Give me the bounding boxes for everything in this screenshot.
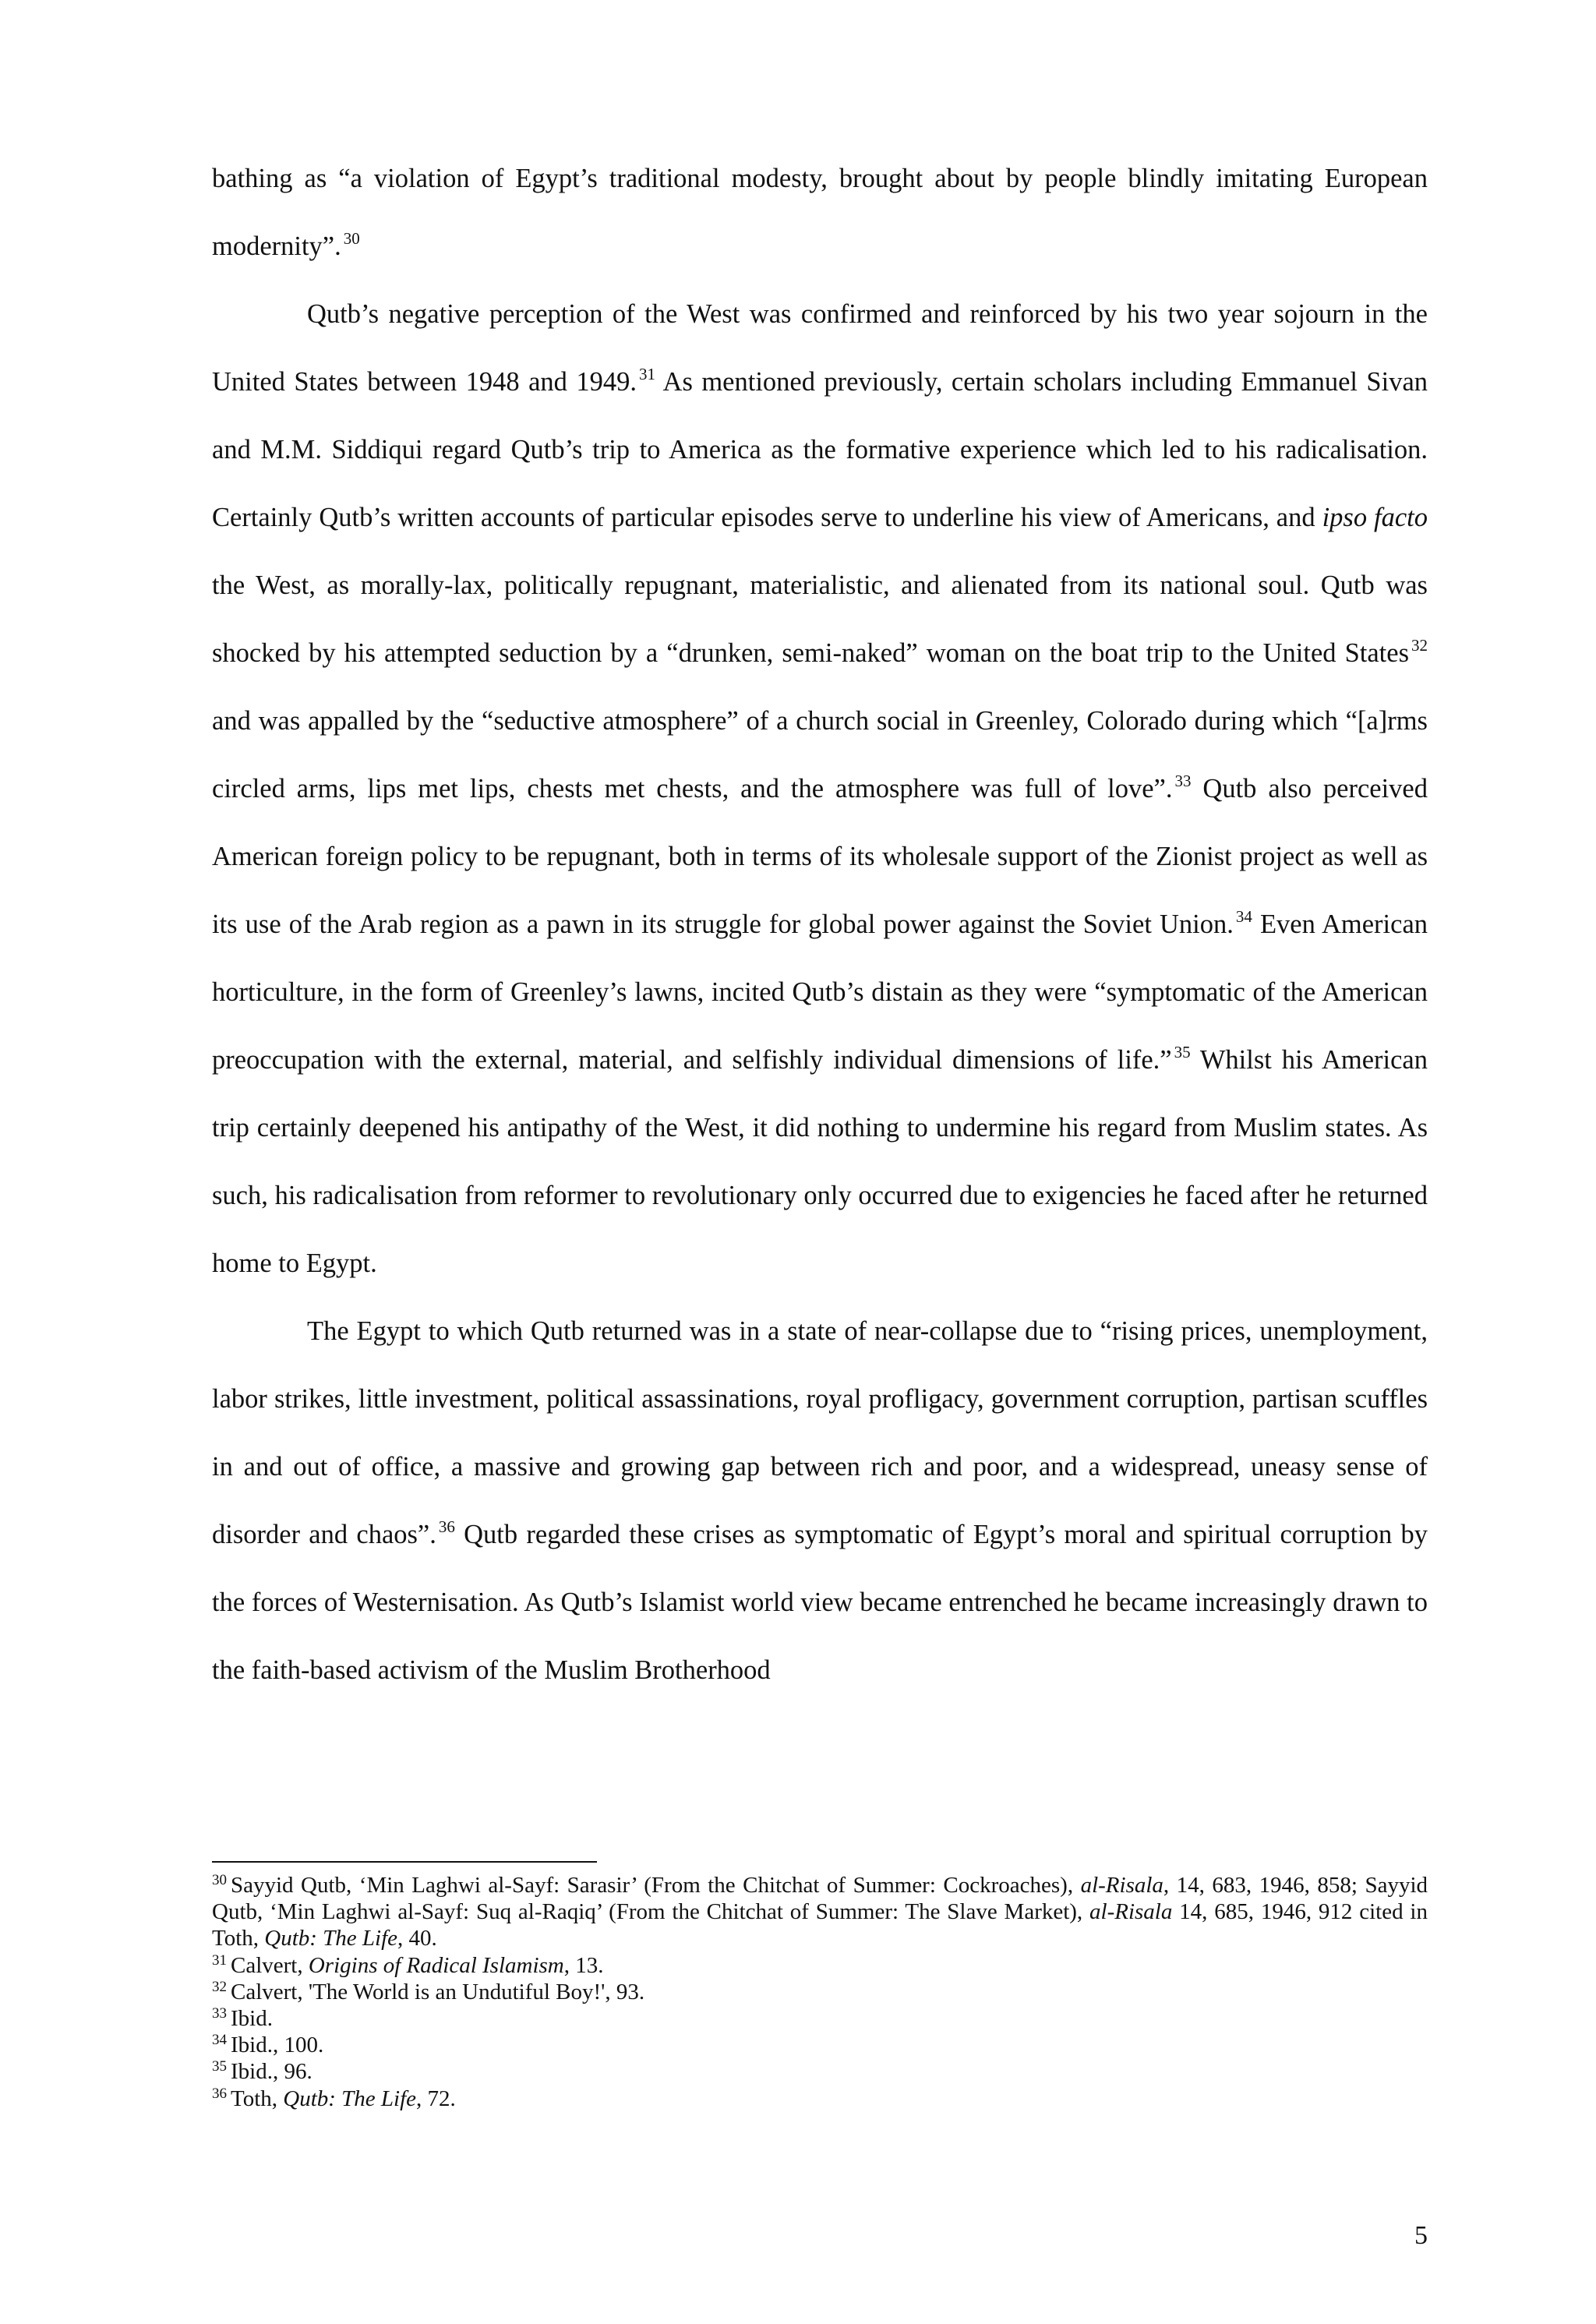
text: Calvert, 'The World is an Undutiful Boy!', 93. — [231, 1979, 645, 2004]
paragraph-1 — [212, 145, 1428, 281]
text: bathing as “a violation of Egypt’s traditional modesty, brought about by people blindly imitating European modernity”. — [212, 164, 1428, 261]
paragraph-3 — [212, 1298, 1428, 1704]
paragraph-2 — [212, 281, 1428, 1298]
footnote-number: 36 — [212, 2085, 227, 2102]
text: Qutb’s negative perception of the West was confirmed and reinforced by his two year sojourn in the United States between 1948 and 1949. — [212, 299, 1428, 397]
footnote-separator — [212, 1861, 597, 1863]
text: Even American horticulture, in the form of Greenley’s lawns, incited Qutb’s distain as they were “symptomatic of the American preoccupation with the external, material, and selfishly individual dimensions of life.” — [212, 909, 1428, 1075]
text: , 14, 683, 1946, 858; Sayyid Qutb, ‘Min Laghwi al-Sayf: Suq al-Raqiq’ (From the Chitchat of Summer: The Slave Market), — [212, 1873, 1428, 1925]
text: Whilst his American trip certainly deepened his antipathy of the West, it did nothing to undermine his regard from Muslim states. As such, his radicalisation from reformer to revolutionary only occurred due to exigencies he faced after he returned home to Egypt. — [212, 1045, 1428, 1278]
footnote-31 — [212, 1952, 1428, 1979]
footnote-number: 33 — [212, 2005, 227, 2022]
body-text — [212, 145, 1428, 1704]
text: As mentioned previously, certain scholars including Emmanuel Sivan and M.M. Siddiqui regard Qutb’s trip to America as the formative experience which led to his radicalisation. Certainly Qutb’s written accounts of particular episodes serve to underline his view of Americans, and — [212, 367, 1428, 532]
footnote-ref-30[interactable]: 30 — [343, 229, 360, 248]
text: , 72. — [416, 2086, 456, 2111]
text: the West, as morally-lax, politically repugnant, materialistic, and alienated from its national soul. Qutb was shocked by his attempted seduction by a “drunken, semi-naked” woman on the boat trip to the United States — [212, 570, 1428, 668]
footnote-30 — [212, 1872, 1428, 1952]
text: Qutb also perceived American foreign policy to be repugnant, both in terms of its wholesale support of the Zionist project as well as its use of the Arab region as a pawn in its struggle for global power against the Soviet Union. — [212, 774, 1428, 939]
text: Ibid., 100. — [231, 2033, 324, 2058]
footnote-number: 32 — [212, 1978, 227, 1995]
page-number: 5 — [1414, 2221, 1428, 2250]
footnote-ref-31[interactable]: 31 — [638, 365, 655, 383]
text: Qutb regarded these crises as symptomatic of Egypt’s moral and spiritual corruption by the forces of Westernisation. As Qutb’s Islamist world view became entrenched he became increasingly drawn to the faith-based activism of the Muslim Brotherhood — [212, 1520, 1428, 1685]
footnote-ref-34[interactable]: 34 — [1235, 907, 1252, 926]
footnote-number: 31 — [212, 1951, 227, 1969]
footnote-ref-35[interactable]: 35 — [1174, 1043, 1191, 1061]
footnote-ref-32[interactable]: 32 — [1411, 636, 1428, 655]
text: Sayyid Qutb, ‘Min Laghwi al-Sayf: Sarasir’ (From the Chitchat of Summer: Cockroaches), — [231, 1873, 1081, 1898]
footnotes — [212, 1872, 1428, 2112]
footnote-number: 30 — [212, 1872, 227, 1888]
footnote-number: 34 — [212, 2032, 227, 2049]
text: Ibid., 96. — [231, 2059, 312, 2085]
italic-text: ipso facto — [1322, 503, 1428, 532]
footnote-ref-36[interactable]: 36 — [438, 1517, 455, 1536]
text: Ibid. — [231, 2006, 273, 2032]
italic-text: al-Risala — [1080, 1873, 1163, 1898]
text: , 13. — [563, 1952, 604, 1978]
footnote-34 — [212, 2032, 1428, 2058]
text: Calvert, — [231, 1952, 309, 1978]
italic-text: Qutb: The Life — [264, 1926, 398, 1951]
text: 14, 685, 1946, 912 cited in Toth, — [212, 1899, 1428, 1951]
text: The Egypt to which Qutb returned was in a state of near-collapse due to “rising prices, unemployment, labor strikes, little investment, political assassinations, royal profligacy, government corruption, partisan scuffles in and out of office, a massive and growing gap between rich and poor, and a widespread, uneasy sense of disorder and chaos”. — [212, 1316, 1428, 1549]
text: Toth, — [231, 2086, 284, 2111]
footnote-35 — [212, 2058, 1428, 2085]
footnote-number: 35 — [212, 2058, 227, 2075]
footnote-ref-33[interactable]: 33 — [1174, 772, 1192, 790]
text: , 40. — [397, 1926, 437, 1951]
text: and was appalled by the “seductive atmosphere” of a church social in Greenley, Colorado during which “[a]rms circled arms, lips met lips, chests met chests, and the atmosphere was full of love”. — [212, 706, 1428, 804]
italic-text: Origins of Radical Islamism — [308, 1952, 564, 1978]
footnote-33 — [212, 2005, 1428, 2032]
italic-text: Qutb: The Life — [283, 2086, 417, 2111]
footnote-36 — [212, 2086, 1428, 2112]
footnote-32 — [212, 1979, 1428, 2005]
italic-text: al-Risala — [1089, 1899, 1173, 1925]
